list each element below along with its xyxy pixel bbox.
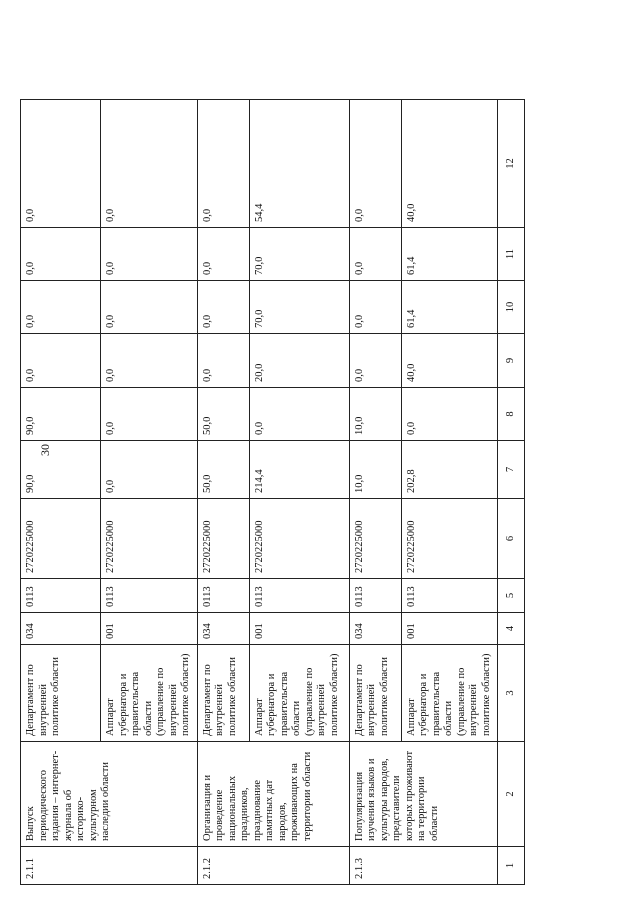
cell-value: 0,0	[349, 228, 401, 281]
column-number: 12	[498, 100, 525, 228]
column-number-row	[498, 100, 525, 885]
cell-value: 0,0	[101, 281, 198, 334]
column-number: 1	[498, 847, 525, 885]
cell-total: 90,0	[21, 441, 101, 499]
cell-value: 0,0	[349, 281, 401, 334]
cell-event-name: Организация и проведение национальных праздников, празднование памятных дат народов, проживающих на территории области	[197, 742, 349, 847]
cell-value: 0,0	[349, 100, 401, 228]
cell-value: 0,0	[349, 334, 401, 388]
cell-executor: Аппарат губернатора и правительства области (управление по внутренней политике области)	[249, 645, 349, 742]
cell-value: 0,0	[101, 100, 198, 228]
cell-csr: 2720225000	[101, 499, 198, 579]
cell-code: 2.1.1	[21, 847, 198, 885]
cell-rz-pr: 0113	[249, 579, 349, 613]
cell-executor: Департамент по внутренней политике области	[197, 645, 249, 742]
cell-total: 50,0	[197, 441, 249, 499]
cell-value: 10,0	[349, 388, 401, 441]
cell-grbs: 034	[349, 613, 401, 645]
cell-csr: 2720225000	[401, 499, 498, 579]
column-number: 2	[498, 742, 525, 847]
cell-total: 10,0	[349, 441, 401, 499]
cell-value: 54,4	[249, 100, 349, 228]
cell-value: 20,0	[249, 334, 349, 388]
cell-code: 2.1.3	[349, 847, 498, 885]
cell-total: 0,0	[101, 441, 198, 499]
cell-value: 0,0	[101, 388, 198, 441]
cell-value: 61,4	[401, 228, 498, 281]
cell-executor: Департамент по внутренней политике области	[349, 645, 401, 742]
cell-value: 90,0	[21, 388, 101, 441]
cell-total: 202,8	[401, 441, 498, 499]
cell-value: 0,0	[101, 228, 198, 281]
column-number: 7	[498, 441, 525, 499]
cell-event-name: Выпуск периодического издания – интернет-журнала об историко-культурном наследии области	[21, 742, 198, 847]
cell-code: 2.1.2	[197, 847, 349, 885]
cell-rz-pr: 0113	[21, 579, 101, 613]
cell-value: 61,4	[401, 281, 498, 334]
cell-event-name: Популяризация изучения языков и культуры народов, представители которых проживают на территории области	[349, 742, 498, 847]
table-row	[197, 100, 249, 885]
cell-grbs: 034	[197, 613, 249, 645]
cell-value: 0,0	[249, 388, 349, 441]
cell-value: 0,0	[197, 228, 249, 281]
column-number: 4	[498, 613, 525, 645]
cell-value: 0,0	[21, 281, 101, 334]
cell-csr: 2720225000	[21, 499, 101, 579]
cell-executor: Департамент по внутренней политике области	[21, 645, 101, 742]
cell-value: 0,0	[401, 388, 498, 441]
column-number: 10	[498, 281, 525, 334]
cell-value: 0,0	[197, 281, 249, 334]
cell-total: 214,4	[249, 441, 349, 499]
cell-value: 0,0	[197, 100, 249, 228]
cell-value: 70,0	[249, 281, 349, 334]
cell-value: 0,0	[21, 100, 101, 228]
column-number: 6	[498, 499, 525, 579]
column-number: 9	[498, 334, 525, 388]
cell-value: 0,0	[197, 334, 249, 388]
cell-value: 50,0	[197, 388, 249, 441]
cell-executor: Аппарат губернатора и правительства области (управление по внутренней политике области)	[401, 645, 498, 742]
cell-value: 40,0	[401, 100, 498, 228]
cell-rz-pr: 0113	[101, 579, 198, 613]
cell-grbs: 034	[21, 613, 101, 645]
cell-csr: 2720225000	[349, 499, 401, 579]
column-number: 3	[498, 645, 525, 742]
cell-grbs: 001	[401, 613, 498, 645]
cell-grbs: 001	[249, 613, 349, 645]
table-row	[21, 100, 101, 885]
cell-value: 0,0	[21, 334, 101, 388]
page-number: 30	[38, 444, 52, 456]
cell-grbs: 001	[101, 613, 198, 645]
budget-table-rotated	[20, 100, 516, 885]
table-row	[349, 100, 401, 885]
cell-executor: Аппарат губернатора и правительства области (управление по внутренней политике области)	[101, 645, 198, 742]
cell-rz-pr: 0113	[349, 579, 401, 613]
cell-value: 0,0	[21, 228, 101, 281]
cell-csr: 2720225000	[197, 499, 249, 579]
cell-rz-pr: 0113	[401, 579, 498, 613]
column-number: 11	[498, 228, 525, 281]
cell-rz-pr: 0113	[197, 579, 249, 613]
cell-value: 40,0	[401, 334, 498, 388]
column-number: 5	[498, 579, 525, 613]
cell-value: 0,0	[101, 334, 198, 388]
budget-table	[20, 99, 525, 885]
cell-value: 70,0	[249, 228, 349, 281]
cell-csr: 2720225000	[249, 499, 349, 579]
column-number: 8	[498, 388, 525, 441]
